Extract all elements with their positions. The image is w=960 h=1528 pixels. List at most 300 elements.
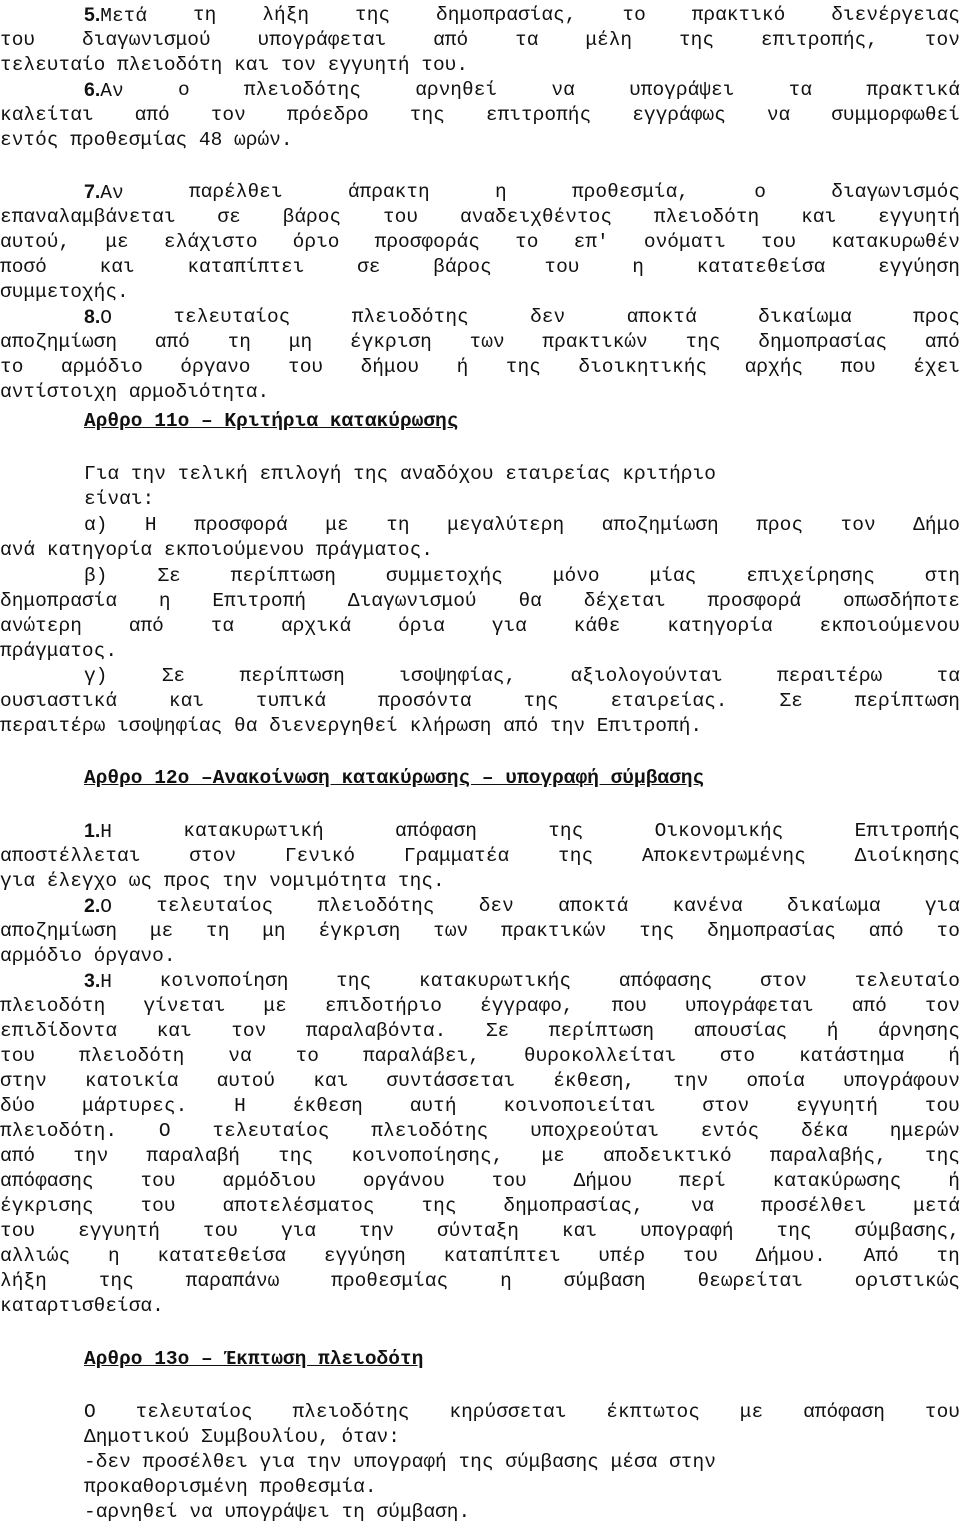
word: λήξη — [0, 1270, 47, 1292]
body-text-line: για έλεγχο ως προς την νομιμότητα της. — [0, 870, 445, 892]
word: εκποιούμενου — [819, 615, 960, 637]
body-text-line — [0, 1268, 960, 1294]
word: ποσό — [0, 256, 47, 278]
section-heading: Αρθρο 11ο – Κριτήρια κατακύρωσης — [84, 410, 459, 432]
word: τα — [936, 665, 960, 687]
body-text-line — [0, 1168, 960, 1194]
word: από — [0, 1145, 36, 1167]
word: το — [515, 231, 539, 253]
word: και — [168, 690, 205, 712]
word: έκθεση — [292, 1095, 363, 1117]
word: εταιρείας. — [610, 690, 728, 712]
word: το — [0, 356, 24, 378]
word: υπογράφουν — [842, 1070, 960, 1092]
word: στον — [189, 845, 237, 867]
word: με — [105, 231, 129, 253]
word: έγκρισης — [0, 1195, 94, 1217]
body-text-line — [84, 1399, 960, 1425]
word: έχει — [913, 356, 960, 378]
word: κηρύσσεται — [449, 1401, 567, 1423]
body-text-line — [0, 1243, 960, 1269]
numbered-lead — [84, 179, 124, 205]
word: σε — [357, 256, 381, 278]
list-number: 1. — [84, 820, 101, 842]
list-number: 7. — [84, 181, 101, 203]
word: απόφαση — [803, 1401, 885, 1423]
word: Η — [100, 971, 112, 993]
numbered-lead — [84, 77, 124, 103]
word: Η — [234, 1095, 246, 1117]
word: τη — [206, 920, 230, 942]
word: στο — [719, 1045, 756, 1067]
body-text-line — [0, 1093, 960, 1119]
word: λήξη — [262, 4, 310, 26]
body-text-line — [84, 512, 960, 538]
word: η — [107, 1245, 120, 1267]
word: πλειοδότης — [317, 895, 435, 917]
word: βάρος — [433, 256, 492, 278]
word: με — [541, 1145, 565, 1167]
word: πρόεδρο — [286, 104, 369, 126]
body-text-line: τελευταίο πλειοδότη και τον εγγυητή του. — [0, 54, 469, 76]
word: επ' — [573, 231, 609, 253]
word: παραλαβή — [146, 1145, 240, 1167]
word: το — [936, 920, 960, 942]
list-number: 2. — [84, 895, 101, 917]
word: αρχικά — [280, 615, 352, 637]
word: παραλάβει, — [362, 1045, 480, 1067]
word: στον — [702, 1095, 750, 1117]
numbered-lead — [84, 968, 112, 994]
word: άρνησης — [878, 1020, 960, 1042]
word: μη — [262, 920, 286, 942]
word: κοινοποίησης, — [351, 1145, 504, 1167]
word: εντός — [700, 1120, 760, 1142]
word: που — [840, 356, 876, 378]
word: της — [278, 1145, 314, 1167]
word: ή — [948, 1045, 960, 1067]
word: οριστικώς — [854, 1270, 960, 1292]
word: θυροκολλείται — [523, 1045, 677, 1067]
word: αξιολογούνται — [570, 665, 723, 687]
word: αλλιώς — [0, 1245, 71, 1267]
body-text-line — [0, 102, 960, 128]
word: Οικονομικής — [654, 820, 784, 842]
word: προς — [913, 306, 960, 328]
body-text-line: αρμόδιο όργανο. — [0, 945, 176, 967]
body-text-line: συμμετοχής. — [0, 281, 129, 303]
word: με — [149, 920, 174, 942]
word: διοικητικής — [578, 356, 708, 378]
body-text-line: καταρτισθείσα. — [0, 1295, 164, 1317]
word: περίπτωση — [239, 665, 345, 687]
word: Δήμου. — [755, 1245, 826, 1267]
word: από — [128, 615, 164, 637]
body-text-line — [84, 663, 960, 689]
word: έγκριση — [318, 920, 401, 942]
word: απόφασης — [618, 970, 713, 992]
body-text-line: πράγματος. — [0, 640, 118, 662]
word: Επιτροπής — [854, 820, 960, 842]
body-text-line: ανά κατηγορία εκποιούμενου πράγματος. — [0, 539, 433, 561]
word: του — [0, 29, 36, 51]
word: κατακυρωθέν — [831, 231, 960, 253]
word: και — [156, 1020, 192, 1042]
word: τον — [231, 1020, 267, 1042]
word: σε — [217, 206, 241, 228]
word: επιδοτήριο — [324, 995, 442, 1017]
word: της — [685, 331, 721, 353]
word: μάρτυρες. — [81, 1095, 188, 1117]
word: όρια — [398, 615, 445, 637]
word: της — [421, 1195, 457, 1217]
word: για — [280, 1220, 317, 1242]
word: Επιτροπή — [212, 590, 307, 612]
word: τελευταίος — [156, 895, 274, 917]
word: η — [158, 590, 171, 612]
word: της — [523, 690, 559, 712]
word: αποκτά — [626, 306, 697, 328]
word: με — [263, 995, 287, 1017]
word: έγκριση — [349, 331, 432, 353]
word: ο — [754, 181, 766, 203]
word: της — [355, 4, 391, 26]
body-text-line — [0, 254, 960, 280]
word: δύο — [0, 1095, 36, 1117]
word: την — [73, 1145, 109, 1167]
word: τα — [788, 79, 813, 101]
word: αρνηθεί — [415, 79, 498, 101]
word: αυτού — [216, 1070, 276, 1092]
word: δημοπρασίας — [707, 920, 836, 942]
word: παραλαβόντα. — [305, 1020, 447, 1042]
word: της — [924, 1145, 960, 1167]
word: κατοικία — [84, 1070, 179, 1092]
word: τα — [210, 615, 235, 637]
word: κατακυρωτικής — [418, 970, 572, 992]
word: ανώτερη — [0, 615, 82, 637]
word: πλειοδότης — [292, 1401, 410, 1423]
word: κατατεθείσα — [157, 1245, 287, 1267]
word: των — [433, 920, 469, 942]
word: τυπικά — [255, 690, 327, 712]
word: από — [154, 331, 190, 353]
word: Δήμο — [913, 514, 960, 536]
word: απόφαση — [395, 820, 477, 842]
word: του — [924, 1095, 960, 1117]
word: την — [359, 1220, 395, 1242]
word: κοινοποιείται — [503, 1095, 656, 1117]
word: προσφοράς — [374, 231, 480, 253]
word: ονόματι — [643, 231, 726, 253]
word: Η — [144, 514, 157, 536]
word: διαγωνισμού — [81, 29, 211, 51]
word: τη — [227, 331, 252, 353]
word: δεν — [530, 306, 566, 328]
word: επιτροπής, — [760, 29, 878, 51]
word: μόνο — [552, 565, 600, 587]
body-text-line — [0, 588, 960, 614]
word: από — [433, 29, 469, 51]
body-text-line — [84, 2, 960, 28]
word: με — [325, 514, 349, 536]
body-text-line: -αρνηθεί να υπογράψει τη σύμβαση. — [84, 1501, 471, 1523]
section-heading: Αρθρο 13ο – Έκπτωση πλειοδότη — [84, 1348, 424, 1370]
word: ισοψηφίας, — [399, 665, 517, 687]
word: αποκτά — [558, 895, 629, 917]
word: ο — [177, 79, 190, 101]
word: εγγυητή — [78, 1220, 160, 1242]
word: Ο — [100, 307, 112, 329]
word: υπογράψει — [629, 79, 735, 101]
word: δεν — [478, 895, 514, 917]
word: να — [766, 104, 791, 126]
word: Ο — [158, 1120, 171, 1142]
word: η — [495, 181, 507, 203]
word: γ) — [84, 665, 108, 687]
word: τελευταίος — [212, 1120, 330, 1142]
word: υπέρ — [598, 1245, 646, 1267]
word: ουσιαστικά — [0, 690, 118, 712]
word: Σε — [161, 665, 186, 687]
word: δημοπρασίας, — [436, 4, 577, 26]
word: να — [690, 1195, 715, 1217]
word: για — [924, 895, 960, 917]
list-number: 6. — [84, 79, 101, 101]
word: πρακτικό — [691, 4, 786, 26]
word: ή — [948, 1170, 960, 1192]
word: εγγράφως — [632, 104, 726, 126]
body-text-line: Για την τελική επιλογή της αναδόχου εταιρείας κριτήριο — [84, 463, 716, 485]
body-text-line — [0, 613, 960, 639]
numbered-lead — [84, 818, 112, 844]
word: το — [622, 4, 646, 26]
word: αρμόδιο — [60, 356, 143, 378]
word: οπωσδήποτε — [842, 590, 960, 612]
word: προσόντα — [377, 690, 472, 712]
word: στον — [760, 970, 807, 992]
word: τη — [192, 4, 217, 26]
word: παραλαβής, — [769, 1145, 887, 1167]
word: κατάστημα — [798, 1045, 905, 1067]
word: Ο — [100, 896, 112, 918]
word: β) — [84, 565, 108, 587]
word: της — [505, 356, 541, 378]
word: περί — [678, 1170, 726, 1192]
body-text-line — [84, 818, 960, 844]
word: στην — [0, 1070, 47, 1092]
word: τον — [840, 514, 876, 536]
word: κατηγορία — [667, 615, 773, 637]
body-text-line — [0, 27, 960, 53]
word: αποστέλλεται — [0, 845, 141, 867]
word: επιτροπής — [485, 104, 592, 126]
word: της — [776, 1220, 812, 1242]
body-text-line — [0, 229, 960, 255]
body-text-line: προκαθορισμένη προθεσμία. — [84, 1476, 377, 1498]
word: προθεσμία, — [571, 181, 690, 203]
word: μετά — [913, 1195, 960, 1217]
word: τη — [386, 514, 410, 536]
word: δικαίωμα — [758, 306, 852, 328]
word: του — [760, 231, 797, 253]
word: δέχεται — [583, 590, 666, 612]
word: αυτού, — [0, 231, 71, 253]
body-text-line — [0, 1218, 960, 1244]
word: το — [295, 1045, 320, 1067]
word: η — [500, 1270, 512, 1292]
body-text-line: είναι: — [84, 488, 155, 510]
word: πρακτικών — [501, 920, 607, 942]
word: πλειοδότη — [0, 995, 106, 1017]
word: του — [0, 1220, 36, 1242]
word: προσφορά — [707, 590, 802, 612]
word: της — [639, 920, 675, 942]
word: υποχρεούται — [530, 1120, 659, 1142]
word: κανένα — [672, 895, 743, 917]
word: άπρακτη — [347, 181, 430, 203]
body-text-line — [84, 179, 960, 205]
word: διενέργειας — [831, 4, 960, 26]
word: δέκα — [801, 1120, 848, 1142]
word: αποζημίωση — [0, 920, 118, 942]
body-text-line — [0, 993, 960, 1019]
body-text-line — [84, 77, 960, 103]
body-text-line — [0, 204, 960, 230]
word: υπογραφή — [639, 1220, 734, 1242]
body-text-line — [84, 893, 960, 919]
word: σύμβαση — [563, 1270, 646, 1292]
word: συντάσσεται — [386, 1070, 516, 1092]
word: οργάνου — [362, 1170, 445, 1192]
word: της — [678, 29, 715, 51]
word: καλείται — [0, 104, 94, 126]
word: πρακτικών — [542, 331, 648, 353]
body-text-line — [0, 354, 960, 380]
word: και — [313, 1070, 349, 1092]
word: περίπτωση — [230, 565, 336, 587]
word: του — [491, 1170, 527, 1192]
word: του — [202, 1220, 239, 1242]
list-number: 5. — [84, 4, 101, 26]
word: κάθε — [573, 615, 621, 637]
word: του — [924, 1401, 960, 1423]
body-text-line — [0, 688, 960, 714]
body-text-line — [0, 843, 960, 869]
word: αποζημίωση — [601, 514, 719, 536]
word: Η — [100, 821, 112, 843]
word: και — [801, 206, 837, 228]
body-text-line — [84, 304, 960, 330]
word: Διοίκησης — [854, 845, 960, 867]
word: των — [469, 331, 505, 353]
word: α) — [84, 514, 108, 536]
word: πρακτικά — [866, 79, 960, 101]
word: απουσίας — [693, 1020, 788, 1042]
word: τελευταίο — [854, 970, 960, 992]
word: παρέλθει — [188, 181, 283, 203]
word: του — [544, 256, 580, 278]
word: του — [140, 1195, 176, 1217]
word: ή — [456, 356, 469, 378]
word: τελευταίος — [135, 1401, 253, 1423]
word: η — [632, 256, 644, 278]
word: όριο — [292, 231, 340, 253]
word: πλειοδότη — [653, 206, 760, 228]
word: έγγραφο, — [480, 995, 574, 1017]
body-text-line: εντός προθεσμίας 48 ωρών. — [0, 129, 293, 151]
word: βάρος — [282, 206, 342, 228]
word: Από — [863, 1245, 899, 1267]
word: τα — [515, 29, 539, 51]
word: δημοπρασίας, — [503, 1195, 644, 1217]
word: έκπτωτος — [606, 1401, 700, 1423]
word: Σε — [779, 690, 803, 712]
word: από — [851, 995, 887, 1017]
word: αποζημίωση — [0, 331, 118, 353]
body-text-line — [0, 1118, 960, 1144]
word: υπογράφεται — [257, 29, 387, 51]
word: εγγύηση — [878, 256, 960, 278]
word: της — [548, 820, 584, 842]
word: ελάχιστο — [163, 231, 258, 253]
word: αρμόδιου — [222, 1170, 317, 1192]
word: συμμετοχής — [385, 565, 503, 587]
word: Μετά — [100, 5, 148, 27]
word: για — [491, 615, 527, 637]
word: μέλη — [585, 29, 633, 51]
body-text-line: -δεν προσέλθει για την υπογραφή της σύμβασης μέσα στην — [84, 1451, 716, 1473]
word: πλειοδότης — [243, 79, 361, 101]
word: στη — [924, 565, 960, 587]
word: επαναλαμβάνεται — [0, 206, 176, 228]
word: πλειοδότη. — [0, 1120, 118, 1142]
word: περαιτέρω — [776, 665, 883, 687]
word: έκθεση, — [553, 1070, 636, 1092]
word: την — [673, 1070, 709, 1092]
word: σύμβασης, — [854, 1220, 960, 1242]
body-text-line — [0, 329, 960, 355]
word: εγγύηση — [323, 1245, 406, 1267]
word: Αν — [100, 182, 124, 204]
word: της — [409, 104, 445, 126]
word: ή — [826, 1020, 839, 1042]
word: Αποκεντρωμένης — [641, 845, 806, 867]
numbered-lead — [84, 2, 147, 28]
word: καταπίπτει — [187, 256, 305, 278]
numbered-lead — [84, 893, 112, 919]
word: διαγωνισμός — [831, 181, 960, 203]
body-text-line — [0, 1018, 960, 1044]
word: του — [382, 206, 419, 228]
word: τον — [924, 29, 960, 51]
body-text-line: περαιτέρω ισοψηφίας θα διενεργηθεί κλήρωση από την Επιτροπή. — [0, 715, 703, 737]
word: από — [868, 920, 904, 942]
word: οποία — [746, 1070, 805, 1092]
word: Σε — [485, 1020, 510, 1042]
body-text-line — [0, 1193, 960, 1219]
word: να — [551, 79, 575, 101]
word: εγγυητή — [878, 206, 960, 228]
word: τελευταίος — [173, 306, 291, 328]
word: εγγυητή — [796, 1095, 878, 1117]
word: δικαίωμα — [786, 895, 881, 917]
body-text-line: Δημοτικού Συμβουλίου, όταν: — [84, 1426, 400, 1448]
word: προθεσμίας — [331, 1270, 449, 1292]
word: προσέλθει — [760, 1195, 867, 1217]
word: συμμορφωθεί — [831, 104, 960, 126]
word: της — [558, 845, 594, 867]
